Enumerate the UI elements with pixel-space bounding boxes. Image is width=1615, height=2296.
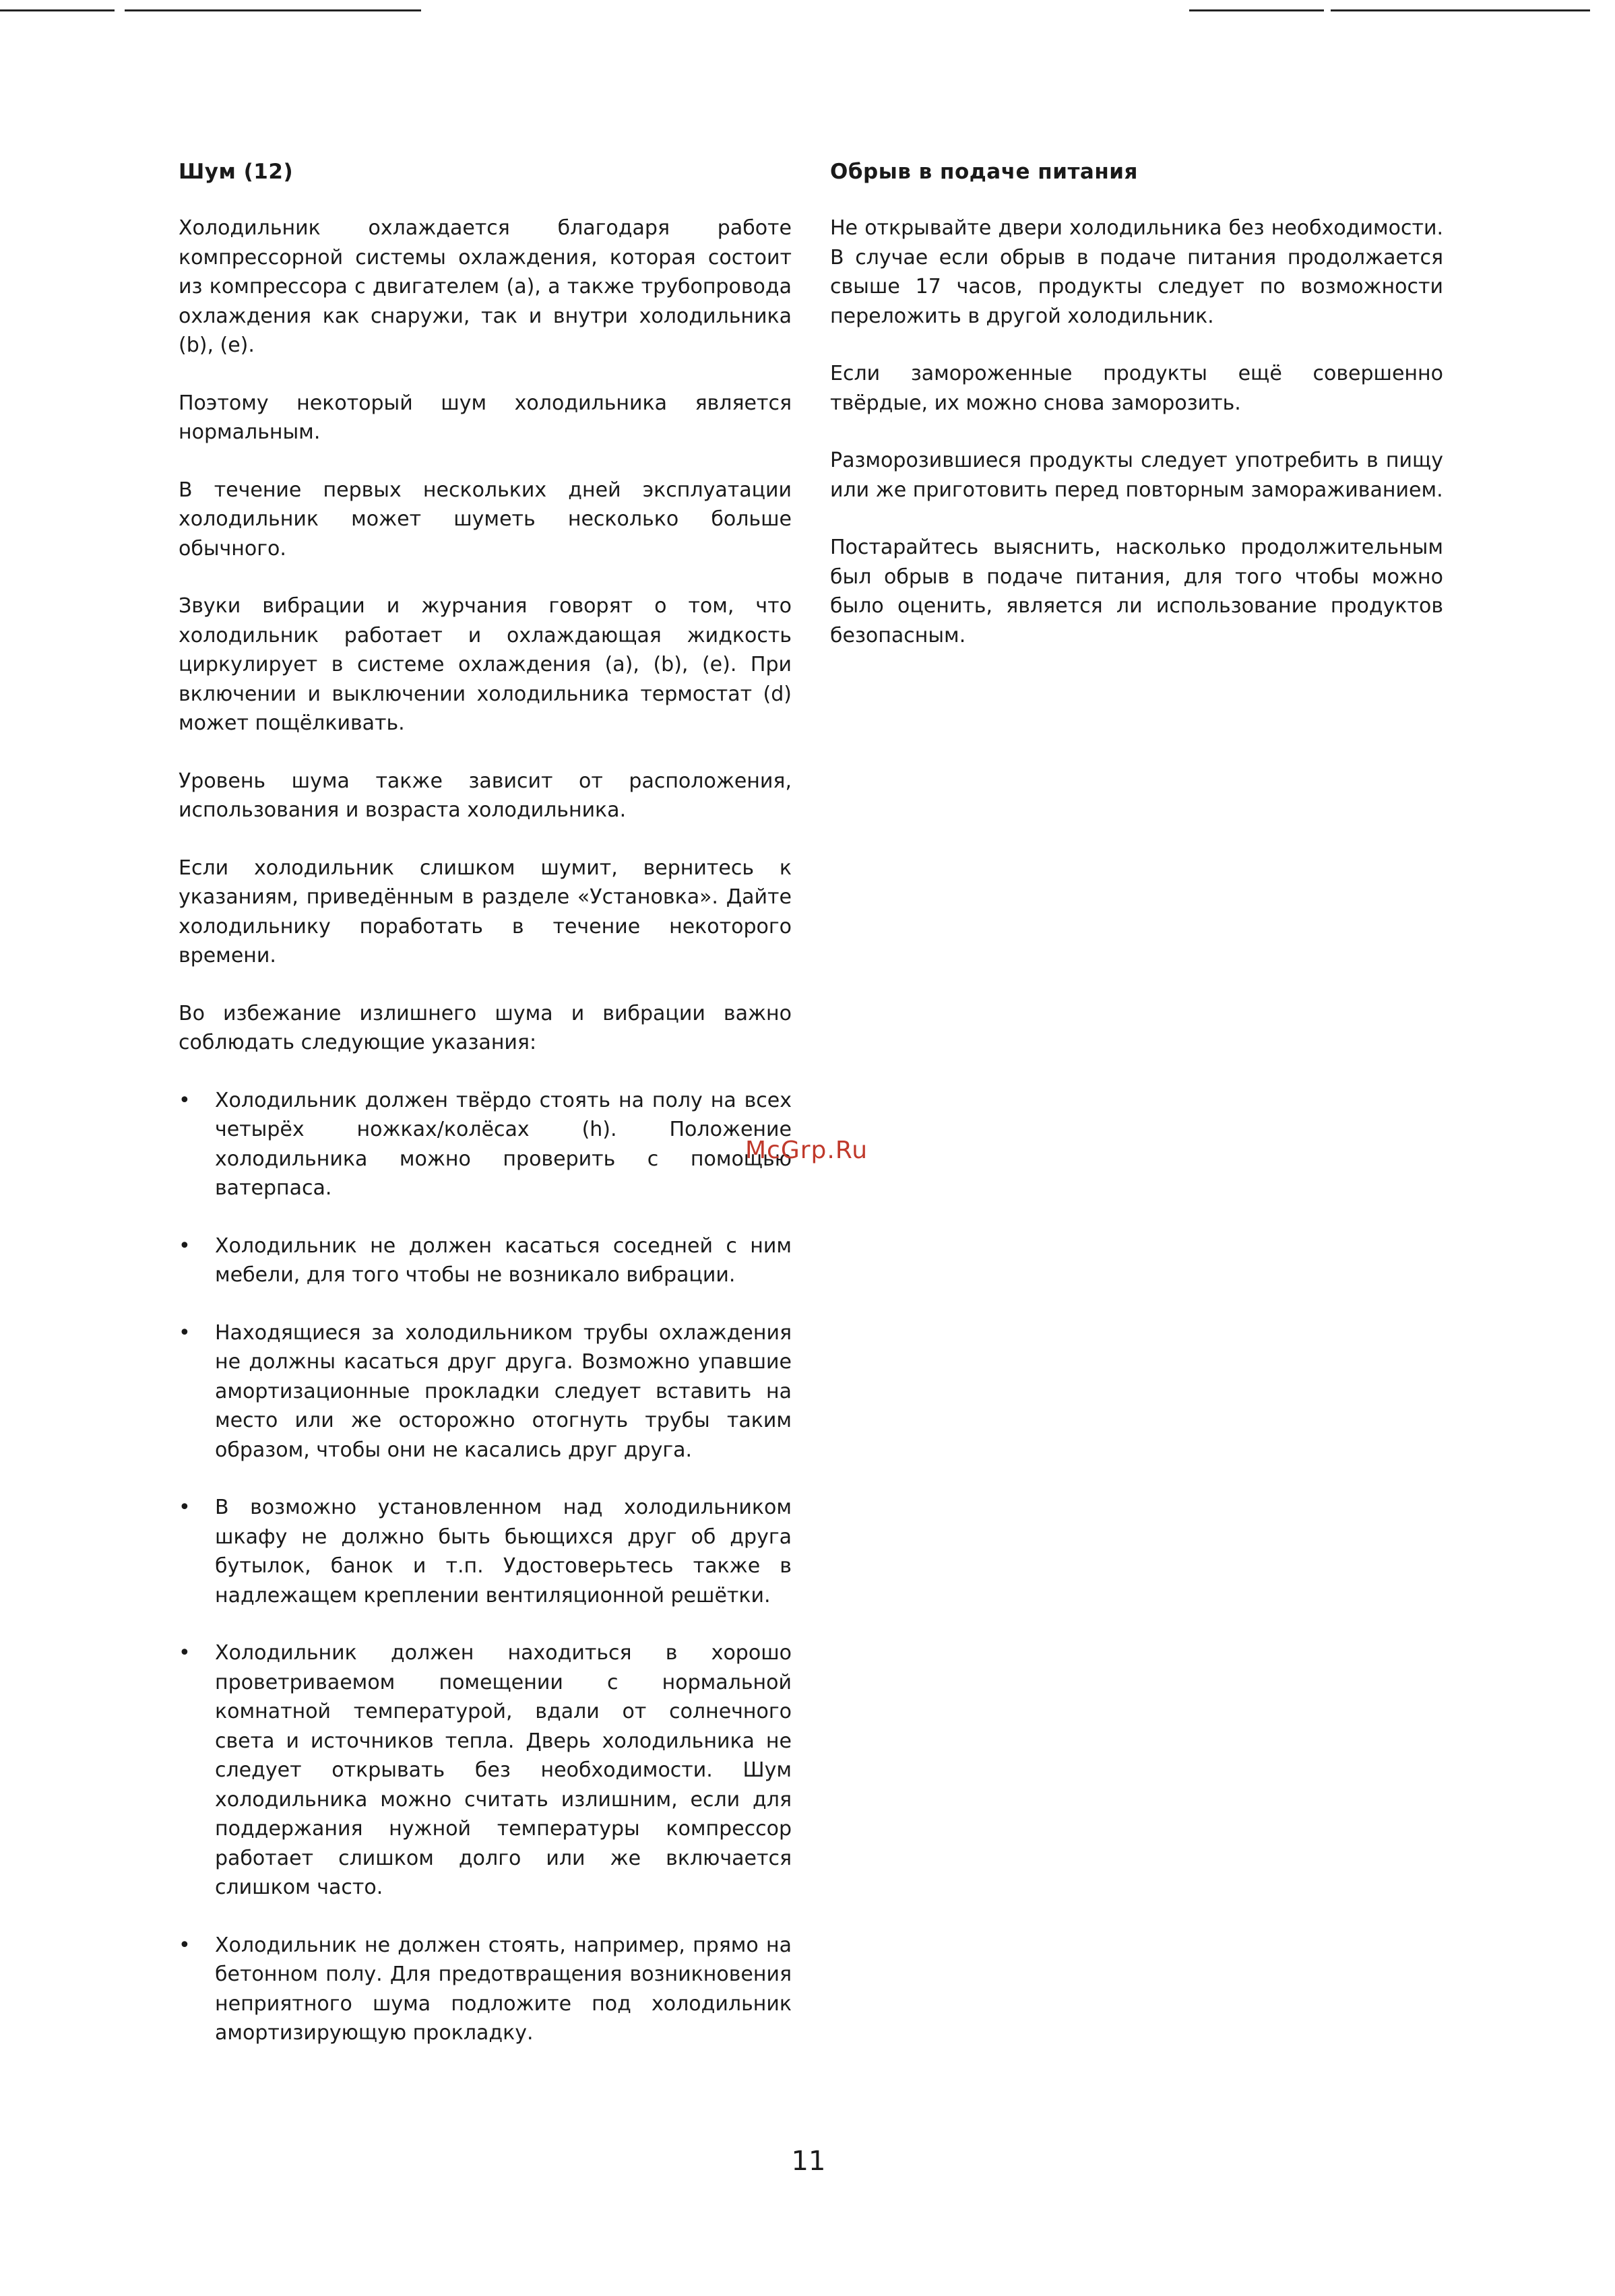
scan-line-top-right-2 bbox=[1331, 9, 1590, 11]
scan-line-top-left-2 bbox=[125, 9, 421, 11]
power-failure-paragraph: Постарайтесь выяснить, насколько продолжительным был обрыв в подаче питания, для того чтобы можно было оценить, является ли использование продуктов безопасным. bbox=[830, 536, 1443, 647]
power-failure-paragraph: Разморозившиеся продукты следует употребить в пищу или же приготовить перед повторным замораживанием. bbox=[830, 449, 1443, 502]
list-item bbox=[179, 1086, 792, 1203]
noise-paragraph: В течение первых нескольких дней эксплуатации холодильник может шуметь несколько больше обычного. bbox=[179, 478, 792, 561]
scan-line-top-right bbox=[1189, 9, 1324, 11]
noise-section-title: Шум (12) bbox=[179, 160, 294, 184]
list-item bbox=[179, 1232, 792, 1290]
list-item-text: В возможно установленном над холодильником шкафу не должно быть бьющихся друг об друга бутылок, банок и т.п. Удостоверьтесь также в надлежащем креплении вентиляционной решётки. bbox=[215, 1496, 792, 1607]
list-item bbox=[179, 1493, 792, 1610]
left-column bbox=[179, 158, 792, 2076]
noise-paragraph: Поэтому некоторый шум холодильника является нормальным. bbox=[179, 391, 792, 444]
power-failure-section-title: Обрыв в подаче питания bbox=[830, 160, 1138, 184]
list-item-text: Холодильник не должен стоять, например, прямо на бетонном полу. Для предотвращения возникновения неприятного шума подложите под холодильник амортизирующую прокладку. bbox=[215, 1933, 792, 2045]
scan-line-top-left bbox=[0, 9, 115, 11]
page-number: 11 bbox=[791, 2146, 826, 2177]
list-item bbox=[179, 1638, 792, 1903]
bullet-icon: • bbox=[179, 1234, 191, 1258]
noise-paragraph: Уровень шума также зависит от расположения, использования и возраста холодильника. bbox=[179, 769, 792, 822]
power-failure-paragraph: Не открывайте двери холодильника без необходимости. В случае если обрыв в подаче питания продолжается свыше 17 часов, продукты следует по возможности переложить в другой холодильник. bbox=[830, 216, 1443, 328]
right-column bbox=[830, 158, 1443, 678]
noise-paragraph: Холодильник охлаждается благодаря работе компрессорной системы охлаждения, которая состоит из компрессора с двигателем (a), а также трубопровода охлаждения как снаружи, так и внутри холодильника (b), (e). bbox=[179, 216, 792, 357]
bullet-icon: • bbox=[179, 1641, 191, 1665]
noise-paragraph: Звуки вибрации и журчания говорят о том, что холодильник работает и охлаждающая жидкость циркулирует в системе охлаждения (a), (b), (e). При включении и выключении холодильника термостат (d) может пощёлкивать. bbox=[179, 594, 792, 735]
bullet-icon: • bbox=[179, 1496, 191, 1519]
bullet-icon: • bbox=[179, 1088, 191, 1112]
noise-paragraph: Если холодильник слишком шумит, вернитесь к указаниям, приведённым в разделе «Установка». Дайте холодильнику поработать в течение некоторого времени. bbox=[179, 856, 792, 967]
bullet-icon: • bbox=[179, 1933, 191, 1957]
noise-paragraph: Во избежание излишнего шума и вибрации важно соблюдать следующие указания: bbox=[179, 1001, 792, 1054]
list-item-text: Находящиеся за холодильником трубы охлаждения не должны касаться друг друга. Возможно упавшие амортизационные прокладки следует вставить на место или же осторожно отогнуть трубы таким образом, чтобы они не касались друг друга. bbox=[215, 1320, 792, 1462]
list-item-text: Холодильник должен находиться в хорошо проветриваемом помещении с нормальной комнатной температурой, вдали от солнечного света и источников тепла. Дверь холодильника не следует открывать без необходимости. Шум холодильника можно считать излишним, если для поддержания нужной температуры компрессор работает слишком долго или же включается слишком часто. bbox=[215, 1641, 792, 1899]
list-item bbox=[179, 1931, 792, 2048]
list-item-text: Холодильник не должен касаться соседней с ним мебели, для того чтобы не возникало вибрации. bbox=[215, 1234, 792, 1287]
list-item bbox=[179, 1318, 792, 1465]
power-failure-paragraph: Если замороженные продукты ещё совершенно твёрдые, их можно снова заморозить. bbox=[830, 362, 1443, 415]
bullet-icon: • bbox=[179, 1320, 191, 1345]
noise-tips-list bbox=[179, 1086, 792, 2048]
list-item-text: Холодильник должен твёрдо стоять на полу на всех четырёх ножках/колёсах (h). Положение холодильника можно проверить с помощью ватерпаса. bbox=[215, 1088, 792, 1200]
watermark: McGrp.Ru bbox=[745, 1137, 868, 1164]
